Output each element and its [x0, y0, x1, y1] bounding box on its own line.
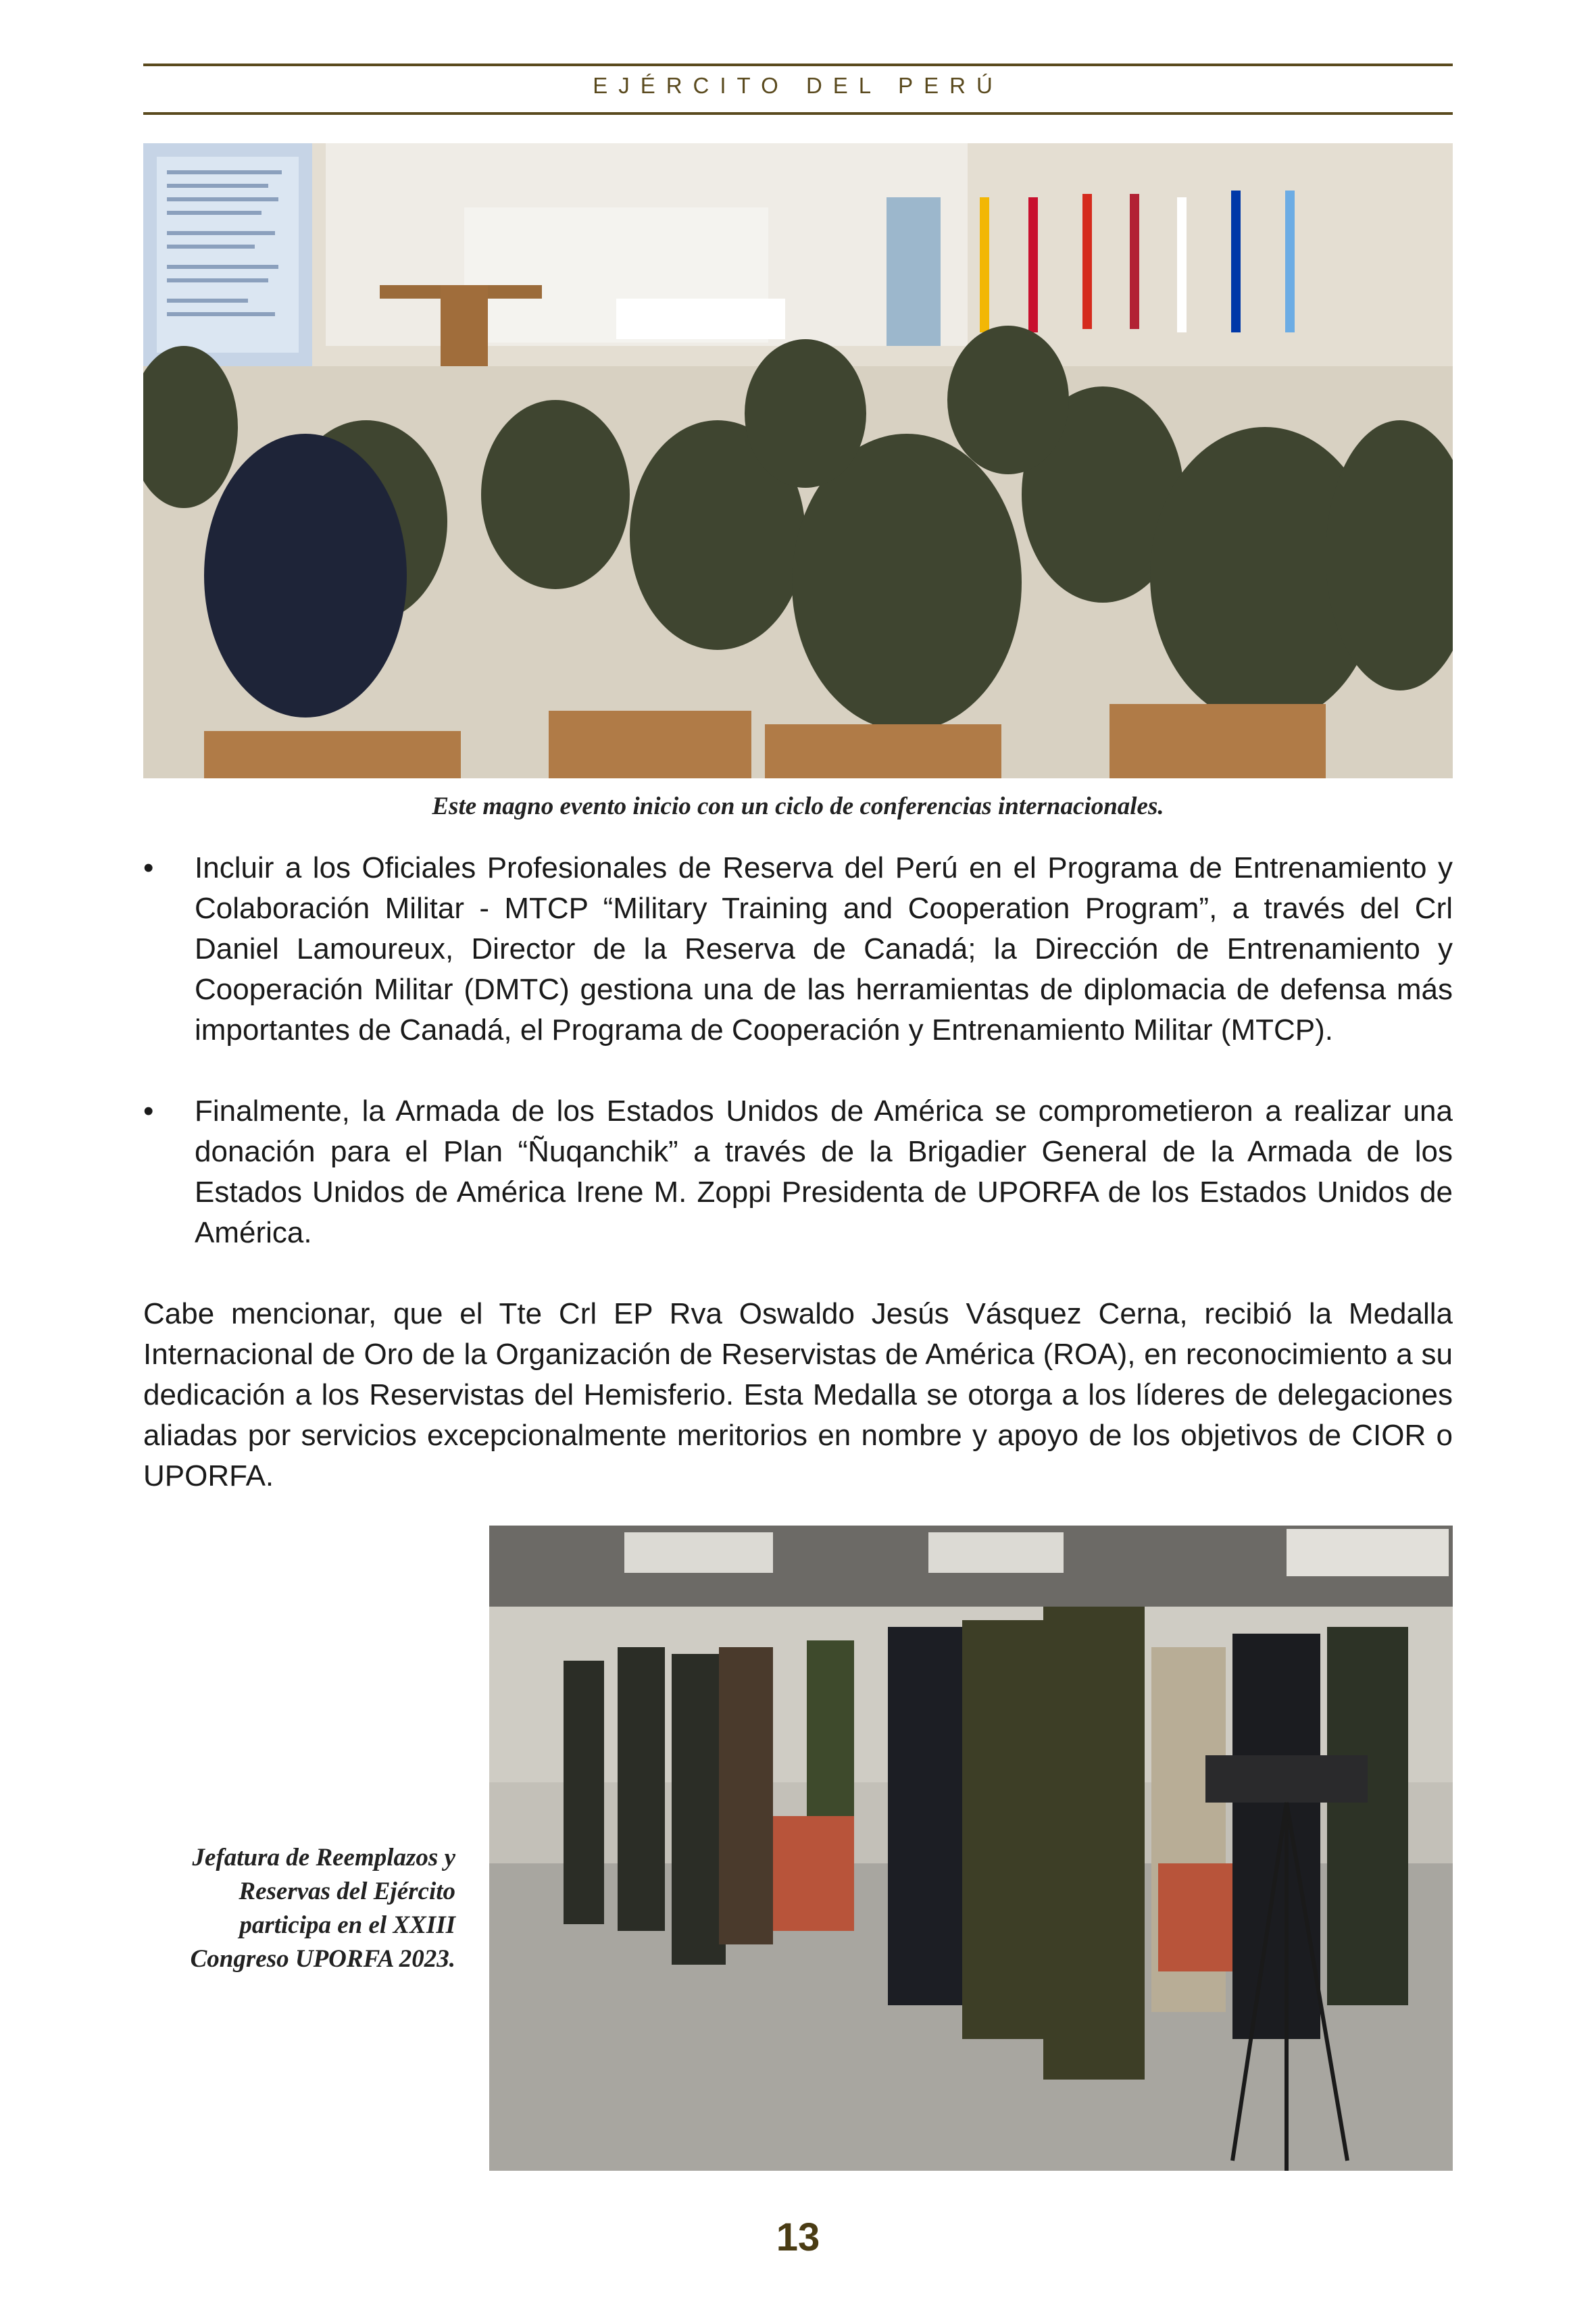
bullet-marker: •: [143, 1095, 154, 1128]
officers-photo: [489, 1526, 1453, 2171]
header-rule-bottom: [143, 112, 1453, 115]
conference-photo: [143, 143, 1453, 778]
bullet-item-donation: Finalmente, la Armada de los Estados Unidos de América se comprometieron a realizar una donación para el Plan “Ñuqanchik” a través de la Brigadier General de la Armada de los Estados Unidos de América Irene M. Zoppi Presidenta de UPORFA de los Estados Unidos de América.: [195, 1095, 1453, 1249]
running-header: EJÉRCITO DEL PERÚ: [593, 73, 1003, 98]
header-rule-top: [143, 64, 1453, 66]
bullet-item-mtcp: Incluir a los Oficiales Profesionales de Reserva del Perú en el Programa de Entrenamiento y Colaboración Militar - MTCP “Military Training and Cooperation Program”, a través del Crl Daniel Lamoureux, Director de la Reserva de Canadá; la Dirección de Entrenamiento y Cooperación Militar (DMTC) gestiona una de las herramientas de diplomacia de defensa más importantes de Canadá, el Programa de Cooperación y Entrenamiento Militar (MTCP).: [195, 851, 1453, 1047]
top-photo-caption: Este magno evento inicio con un ciclo de conferencias internacionales.: [432, 793, 1164, 820]
page-number: 13: [776, 2215, 820, 2259]
bottom-photo-caption: Jefatura de Reemplazos y Reservas del Ejército participa en el XXIII Congreso UPORFA 2023.: [190, 1844, 455, 1973]
bullet-marker: •: [143, 851, 154, 884]
medal-paragraph: Cabe mencionar, que el Tte Crl EP Rva Oswaldo Jesús Vásquez Cerna, recibió la Medalla Internacional de Oro de la Organización de Reservistas de América (ROA), en reconocimiento a su dedicación a los Reservistas del Hemisferio. Esta Medalla se otorga a los líderes de delegaciones aliadas por servicios excepcionalmente meritorios en nombre y apoyo de los objetivos de CIOR o UPORFA.: [143, 1297, 1453, 1492]
